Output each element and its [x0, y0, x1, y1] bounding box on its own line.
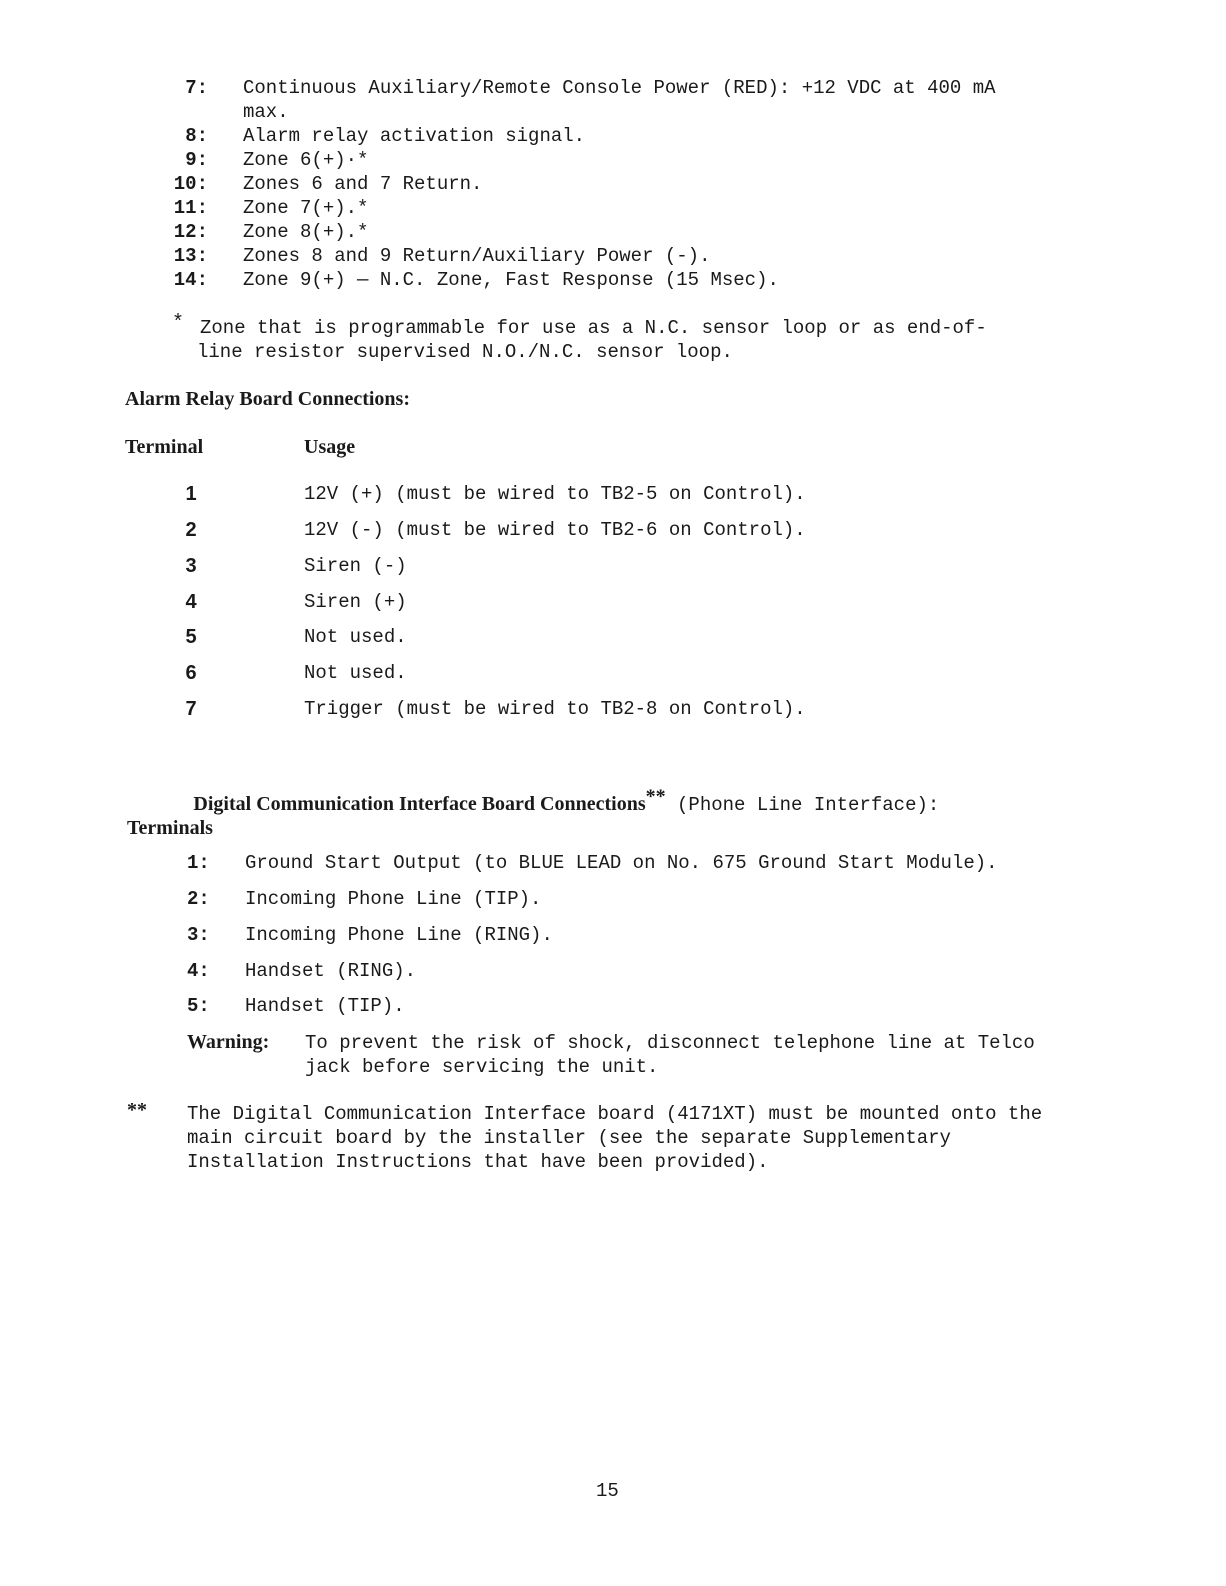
- list-text: Zones 8 and 9 Return/Auxiliary Power (-).: [243, 245, 711, 267]
- section-heading: Alarm Relay Board Connections:: [125, 388, 410, 410]
- list-text: Incoming Phone Line (RING).: [245, 924, 553, 946]
- terminal-number: 2: [185, 519, 197, 541]
- terminal-usage: 12V (+) (must be wired to TB2-5 on Control).: [304, 483, 806, 505]
- list-number: 14:: [173, 269, 208, 291]
- list-text: Alarm relay activation signal.: [243, 125, 586, 147]
- warning-text: jack before servicing the unit.: [305, 1056, 659, 1078]
- terminal-number: 3: [185, 555, 197, 577]
- list-text: Incoming Phone Line (TIP).: [245, 888, 542, 910]
- heading-footnote-marker: **: [645, 785, 666, 808]
- terminal-usage: Siren (+): [304, 591, 407, 613]
- list-text: max.: [243, 101, 289, 123]
- terminal-number: 4: [185, 591, 197, 613]
- list-number: 4:: [187, 960, 210, 982]
- list-number: 11:: [173, 197, 208, 219]
- footnote-text: main circuit board by the installer (see the separate Supplementary: [187, 1127, 951, 1149]
- list-number: 1:: [187, 852, 210, 874]
- terminal-usage: Not used.: [304, 626, 407, 648]
- column-header-terminal: Terminal: [125, 436, 204, 458]
- list-text: Continuous Auxiliary/Remote Console Power (RED): +12 VDC at 400 mA: [243, 77, 996, 99]
- warning-label: Warning:: [187, 1031, 270, 1053]
- footnote-marker: **: [127, 1099, 147, 1121]
- terminal-usage: Siren (-): [304, 555, 407, 577]
- list-number: 13:: [173, 245, 208, 267]
- list-text: Zone 8(+).*: [243, 221, 369, 243]
- section-heading-suffix: (Phone Line Interface):: [677, 794, 940, 816]
- list-number: 7:: [185, 77, 208, 99]
- terminal-number: 6: [185, 662, 197, 684]
- list-number: 12:: [173, 221, 208, 243]
- list-text: Zone 7(+).*: [243, 197, 369, 219]
- list-number: 8:: [185, 125, 208, 147]
- list-number: 5:: [187, 995, 210, 1017]
- column-header-usage: Usage: [304, 436, 356, 458]
- section-heading: Digital Communication Interface Board Connections: [193, 793, 646, 815]
- terminal-usage: 12V (-) (must be wired to TB2-6 on Control).: [304, 519, 806, 541]
- terminals-label: Terminals: [127, 817, 213, 839]
- terminal-number: 5: [185, 626, 197, 648]
- list-number: 3:: [187, 924, 210, 946]
- list-text: Handset (RING).: [245, 960, 417, 982]
- list-number: 10:: [173, 173, 208, 195]
- terminal-usage: Not used.: [304, 662, 407, 684]
- terminal-usage: Trigger (must be wired to TB2-8 on Control).: [304, 698, 806, 720]
- footnote-text: The Digital Communication Interface board (4171XT) must be mounted onto the: [187, 1103, 1043, 1125]
- footnote-text: Zone that is programmable for use as a N.C. sensor loop or as end-of-: [200, 317, 987, 339]
- footnote-text: Installation Instructions that have been provided).: [187, 1151, 769, 1173]
- list-number: 2:: [187, 888, 210, 910]
- page-number: 15: [596, 1480, 619, 1502]
- footnote-marker: *: [172, 312, 185, 335]
- list-text: Zones 6 and 7 Return.: [243, 173, 483, 195]
- footnote-text: line resistor supervised N.O./N.C. sensor loop.: [197, 341, 733, 363]
- list-text: Ground Start Output (to BLUE LEAD on No. 675 Ground Start Module).: [245, 852, 998, 874]
- list-text: Zone 9(+) — N.C. Zone, Fast Response (15 Msec).: [243, 269, 779, 291]
- list-text: Handset (TIP).: [245, 995, 405, 1017]
- terminal-number: 7: [185, 698, 197, 720]
- warning-text: To prevent the risk of shock, disconnect telephone line at Telco: [305, 1032, 1035, 1054]
- list-number: 9:: [185, 149, 208, 171]
- terminal-number: 1: [185, 483, 197, 505]
- list-text: Zone 6(+)·*: [243, 149, 369, 171]
- section-heading-line: [125, 768, 939, 841]
